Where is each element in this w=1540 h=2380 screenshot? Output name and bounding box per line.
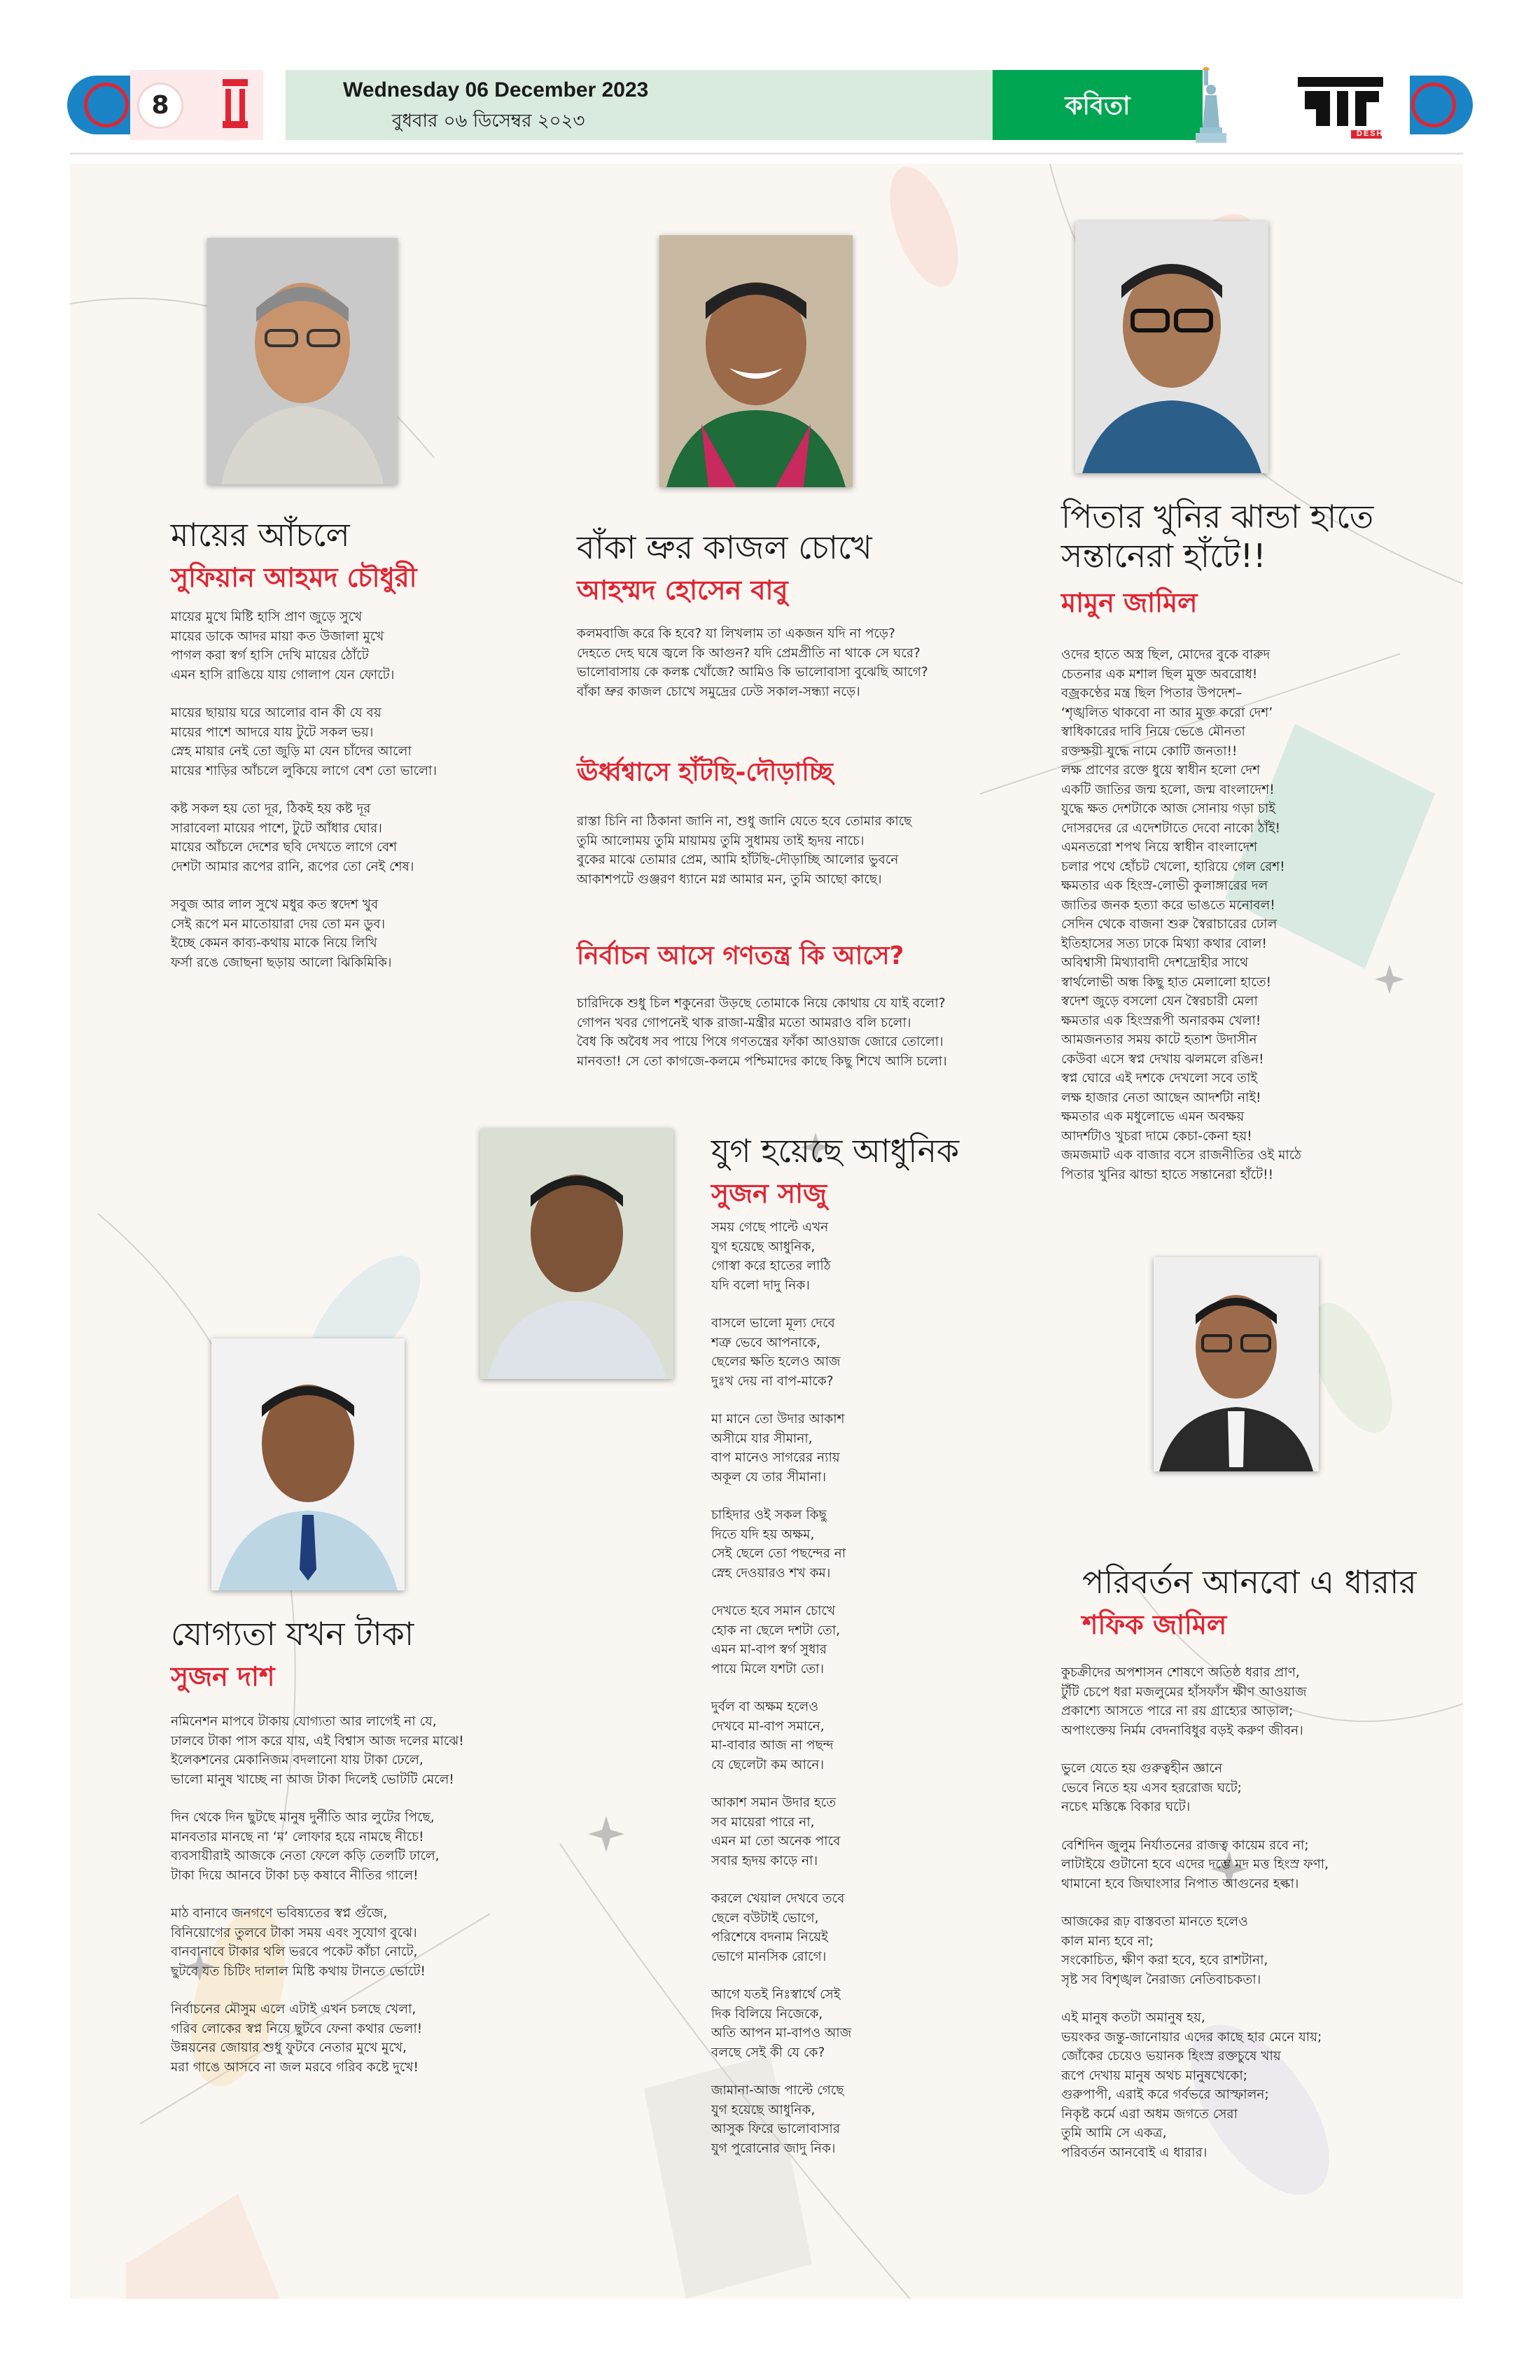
- poem-line: সেদিন থেকে বাজনা শুরু স্বৈরাচারের ঢোল: [1061, 917, 1278, 932]
- left-header-cap: [67, 76, 130, 134]
- poem-line: অবিশ্বাসী মিথ্যাবাদী দেশদ্রোহীর সাথে: [1061, 955, 1249, 970]
- stanza: [171, 2000, 647, 2077]
- poem-line: সবার হৃদয় কাড়ে না।: [711, 1853, 818, 1868]
- stanza: [171, 704, 563, 780]
- poem-line: মায়ের পাশে আদরে যায় টুটে সকল ভয়।: [171, 724, 374, 740]
- poem-title: [1061, 497, 1373, 575]
- poem-title: মায়ের আঁচলে: [171, 516, 350, 554]
- poem-line: স্বাধিকারের দাবি নিয়ে ভেঙে মৌনতা: [1061, 724, 1245, 739]
- poem-line: দুঃখ দেয় না বাপ-মাকে?: [711, 1373, 834, 1389]
- poem-author: শফিক জামিল: [1082, 1609, 1227, 1640]
- poem-author: মামুন জামিল: [1061, 587, 1198, 618]
- poem-line: সংকোচিত, ক্ষীণ করা হবে, হবে রাশটানা,: [1061, 1953, 1268, 1968]
- poem-line: উন্নয়নের জোয়ার শুধু ফুটবে নেতার মুখে মুখে,: [171, 2040, 407, 2055]
- poem-line: ক্ষমতার এক মধুলোভে এমন অবক্ষয়: [1061, 1110, 1245, 1124]
- poem-line: বুকের মাঝে তোমার প্রেম, আমি হাঁটছি-দৌড়াচ্ছি আলোর ভুবনে: [577, 853, 899, 867]
- poem-line: দোসরদের রে এদেশটাতে দেবো নাকো ঠাঁই!: [1061, 820, 1281, 836]
- stanza: [577, 812, 1053, 889]
- poem-line: কেউবা এসে স্বপ্ন দেখায় ঝলমলে রঙিন!: [1061, 1051, 1264, 1067]
- poem-line: জামানা-আজ পাল্টে গেছে: [711, 2083, 844, 2098]
- poem-line: ‘শৃঙ্খলিত থাকবো না আর মুক্ত করো দেশ’: [1061, 705, 1273, 720]
- poem-line: মায়ের ছায়ায় ঘরে আলোর বান কী যে বয়: [171, 706, 382, 720]
- poem-line: এমন মা-বাপ স্বর্গ সুধার: [711, 1642, 827, 1657]
- poem-line: জোঁকের চেয়েও ভয়ানক হিংস্র রক্তচুষে খায়: [1061, 2049, 1281, 2064]
- poem-line: বৈধ কি অবৈধ সব পায়ে পিষে গণতন্ত্রের ফাঁকা আওয়াজ জোরে তোলো।: [577, 1035, 944, 1049]
- poem-line: ছেলের ক্ষতি হলেও আজ: [711, 1354, 841, 1369]
- poem-title: নির্বাচন আসে গণতন্ত্র কি আসে?: [577, 941, 904, 970]
- poem-line: মা মানে তো উদার আকাশ: [711, 1412, 845, 1427]
- poem-line: সেই ছেলে তো পছন্দের না: [711, 1546, 846, 1561]
- poem-line: নমিনেশন মাপবে টাকায় যোগ্যতা আর লাগেই না যে,: [171, 1714, 437, 1729]
- poem-author: সুজন সাজু: [711, 1178, 827, 1209]
- stanza: [711, 1602, 1005, 1679]
- poem-line: ভেবে নিতে হয় এসব হররোজ ঘটে;: [1061, 1780, 1242, 1795]
- poem-line: সারাবেলা মায়ের পাশে, টুটে আঁধার ঘোর।: [171, 820, 382, 836]
- poem-body: [577, 624, 1053, 720]
- poem-line: আসুক ফিরে ভালোবাসার: [711, 2122, 841, 2136]
- stanza: [1061, 1912, 1453, 1989]
- poem-line: যুগ পুরোনোর জাদু নিক।: [711, 2141, 836, 2156]
- poem-body: [171, 1712, 647, 2096]
- poem-line: যুগ হয়েছে আধুনিক,: [711, 1239, 816, 1254]
- poem-line: নিকৃষ্ট কর্মে এরা অধম জগতে সেরা: [1061, 2106, 1238, 2122]
- poem-line: আগে যতই নিঃস্বার্থে সেই: [711, 1987, 841, 2002]
- poem-line: ছুটবে যত চিটিং দালাল মিষ্টি কথায় টানতে ভোটে!: [171, 1963, 426, 1979]
- poem-line: পিতার খুনির ঝান্ডা হাতে সন্তানেরা হাঁটে!!: [1061, 1167, 1274, 1182]
- poem-line: সেই রূপে মন মাতোয়ারা দেয় তো মন ডুব।: [171, 916, 386, 932]
- poem-line: তুমি আলোময় তুমি মায়াময় তুমি সুধাময় তাই হৃদয় নাচে।: [577, 833, 864, 848]
- poem-line: ফর্সা রঙে জোছনা ছড়ায় আলো ঝিকিমিকি।: [171, 955, 392, 970]
- poem-line: পরিশেষে বদনাম নিয়েই: [711, 1930, 828, 1945]
- poem-line: মানবতার মানছে না ‘ম’ লোফার হয়ে নামছে নীচে!: [171, 1829, 424, 1844]
- poem-body: [577, 994, 1053, 1090]
- poem-line: ভুলে যেতে হয় গুরুত্বহীন জ্ঞানে: [1061, 1761, 1222, 1776]
- poem-line: আকাশ সমান উদার হতে: [711, 1795, 836, 1810]
- poem-line: বাপ মানেও সাগরের ন্যায়: [711, 1450, 840, 1465]
- poem-line: নচেৎ মস্তিষ্কে বিকার ঘটে।: [1061, 1800, 1191, 1814]
- poem-line: জাতির জনক হত্যা করে ভাঙতে মনোবল!: [1061, 897, 1275, 913]
- poem-title-line: সন্তানেরা হাঁটে!!: [1061, 537, 1266, 575]
- poem-line: আজকের রূঢ় বাস্তবতা মানতে হলেও: [1061, 1914, 1248, 1929]
- poem-line: দিন থেকে দিন ছুটছে মানুষ দুর্নীতি আর লুটের পিছে,: [171, 1810, 435, 1825]
- poem-line: ভালো মানুষ খাচ্ছে না আজ টাকা দিলেই ভোটটি মেলে!: [171, 1772, 454, 1787]
- poem-line: চারিদিকে শুধু চিল শকুনেরা উড়ছে তোমাকে নিয়ে কোথায় যে যাই বলো?: [577, 996, 946, 1011]
- poem-line: ভোগে মানসিক রোগে।: [711, 1949, 827, 1964]
- stanza: [577, 994, 1053, 1071]
- poem-line: স্নেহ দেওয়ারও শখ কম।: [711, 1565, 831, 1581]
- poem-line: বাসলে ভালো মূল্য দেবে: [711, 1316, 835, 1331]
- poem-line: পরিবর্তন আনবোই এ ধারার।: [1061, 2145, 1208, 2160]
- stanza: [711, 1985, 1005, 2062]
- date-english: Wednesday 06 December 2023: [343, 78, 649, 102]
- poem-line: লক্ষ প্রাণের রক্তে ধুয়ে স্বাধীন হলো দেশ: [1061, 763, 1261, 778]
- stanza: [711, 1410, 1005, 1487]
- poem-line: স্বার্থলোভী অন্ধ কিছু হাত মেলালো হাতে!: [1061, 974, 1272, 990]
- poem-line: স্নেহ মায়ার নেই তো জুড়ি মা যেন চাঁদের আলো: [171, 744, 412, 759]
- newspaper-mark-icon: [223, 79, 248, 128]
- poem-line: বজ্রকণ্ঠের মন্ত্র ছিল পিতার উপদেশ–: [1061, 686, 1242, 701]
- poem-line: প্রকাশ্যে আসতে পারে না রয় গ্রাহ্যের আড়াল;: [1061, 1704, 1294, 1718]
- poem-line: পাগল করা স্বর্গ হাসি দেখি মায়ের ঠোঁটে: [171, 648, 369, 663]
- portrait-icon: [207, 238, 398, 484]
- poem-line: যদি বলো দাদু নিক।: [711, 1278, 810, 1293]
- poem-line: এমন মা তো অনেক পাবে: [711, 1834, 841, 1849]
- poem-body: [711, 1218, 1005, 2177]
- poem-line: বেশিদিন জুলুম নির্যাতনের রাজত্ব কায়েম রবে না;: [1061, 1837, 1309, 1853]
- poem-body: [577, 812, 1053, 908]
- poem-line: মায়ের ডাকে আদর মায়া কত উজালা মুখে: [171, 629, 384, 644]
- poem-line: স্বদেশ জুড়ে বসলো যেন স্বৈরচারী মেলা: [1061, 994, 1258, 1009]
- poem-line: দিতে যদি হয় অক্ষম,: [711, 1527, 815, 1542]
- poem-line: এমনতরো শপথ নিয়ে স্বাধীন বাংলাদেশ: [1061, 840, 1258, 855]
- stanza: [171, 1712, 647, 1789]
- poem-line: মা-বাবার আজ না পছন্দ: [711, 1738, 834, 1753]
- poem-line: দেখতে হবে সমান চোখে: [711, 1604, 836, 1618]
- poem-line: মায়ের শাড়ির আঁচলে লুকিয়ে লাগে বেশ তো ভালো।: [171, 763, 437, 778]
- poem-line: আদর্শটাও খুচরা দামে কেচা-কেনা হয়!: [1061, 1128, 1252, 1144]
- poem-author: সুফিয়ান আহমদ চৌধুরী: [171, 562, 417, 593]
- stanza: [171, 1808, 647, 1885]
- poem-line: কুচক্রীদের অপশাসন শোষণে অতিষ্ঠ ধরার প্রাণ,: [1061, 1665, 1300, 1680]
- poem-line: ঢালবে টাকা পাস করে যায়, এই বিশ্বাস আজ দলের মাঝে!: [171, 1733, 464, 1749]
- statue-of-liberty-icon: [1190, 67, 1232, 143]
- poem-line: বলছে সেই কী যে কে?: [711, 2045, 825, 2060]
- poem-line: মায়ের মুখে মিষ্টি হাসি প্রাণ জুড়ে সুখে: [171, 610, 363, 624]
- poem-line: হোক না ছেলে দশটা তো,: [711, 1623, 841, 1638]
- portrait-icon: [1075, 221, 1268, 473]
- stanza: [711, 1698, 1005, 1774]
- poem-line: যে ছেলেটা কম আনে।: [711, 1757, 825, 1772]
- author-photo-sujan-saju: [480, 1128, 673, 1379]
- poem-line: দেখবে মা-বাপ সমানে,: [711, 1718, 825, 1734]
- stanza: [1061, 2008, 1453, 2162]
- poem-line: নির্বাচনের মৌসুম এলে এটাই এখন চলছে খেলা,: [171, 2002, 416, 2017]
- poem-line: দুর্বল বা অক্ষম হলেও: [711, 1700, 818, 1714]
- poem-title: ঊর্ধ্বশ্বাসে হাঁটছি-দৌড়াচ্ছি: [577, 758, 833, 787]
- poem-line: ক্ষমতার এক হিংস্ররূপী অনারকম খেলা!: [1061, 1013, 1261, 1028]
- stanza: [711, 2081, 1005, 2158]
- author-photo-shafiq: [1154, 1257, 1319, 1471]
- poem-line: সবুজ আর লাল সুখে মধুর কত স্বদেশ খুব: [171, 897, 379, 912]
- poem-line: রূপে দেখায় মানুষ অথচ মানুষখেকো;: [1061, 2068, 1247, 2083]
- poem-line: শত্রু ভেবে আপনাকে,: [711, 1335, 820, 1350]
- poem-line: সৃষ্ট সব বিশৃঙ্খল নৈরাজ্য নেতিবাচকতা।: [1061, 1972, 1261, 1987]
- poem-line: কাল মান্য হবে না;: [1061, 1933, 1154, 1949]
- right-header-cap: [1410, 76, 1473, 134]
- poem-line: অকূল যে তার সীমানা।: [711, 1469, 827, 1485]
- stanza: [171, 1904, 647, 1981]
- poem-line: মরা গাঙে আসবে না জল মরবে গরিব কষ্টে দুখে!: [171, 2059, 419, 2075]
- poem-line: একটি জাতির জন্ম হলো, জন্ম বাংলাদেশ!: [1061, 782, 1275, 797]
- poem-line: গুরুপাপী, এরাই করে গর্বভরে আস্ফালন;: [1061, 2087, 1269, 2102]
- poem-line: আকাশপটে গুঞ্জরণ ধ্যানে মগ্ন আমার মন, তুমি আছো কাছে।: [577, 872, 882, 887]
- stanza: [711, 1793, 1005, 1870]
- poem-line: গোপন খবর গোপনেই থাক রাজা-মন্ত্রীর মতো আমরাও বলি চলো।: [577, 1015, 911, 1030]
- poem-line: করলে খেয়াল দেখবে তবে: [711, 1891, 845, 1906]
- poem-line: ব্যবসায়ীরাই আজকে নেতা ফেলে কড়ি তেলটি ঢালে,: [171, 1849, 440, 1863]
- poem-body: [1061, 1663, 1453, 2181]
- poem-body: [171, 608, 563, 991]
- poem-line: টুঁটি চেপে ধরা মজলুমের হাঁসফাঁস ক্ষীণ আওয়াজ: [1061, 1684, 1307, 1700]
- poem-line: কষ্ট সকল হয় তো দূর, ঠিকই হয় কষ্ট দূর: [171, 802, 371, 816]
- poem-line: চেতনার এক মশাল ছিল মুক্ত অবরোধ!: [1061, 666, 1258, 682]
- poem-line: কলমবাজি করে কি হবে? যা লিখলাম তা একজন যদি না পড়ে?: [577, 626, 895, 641]
- author-photo-babu: [659, 235, 853, 487]
- desh-logo: [1288, 70, 1393, 140]
- portrait-icon: [659, 235, 853, 487]
- stanza: [1061, 1836, 1453, 1894]
- poem-title-line: পিতার খুনির ঝান্ডা হাতে: [1061, 498, 1374, 536]
- poem-line: চলার পথে হোঁচট খেলো, হারিয়ে গেল রেশ!: [1061, 859, 1285, 874]
- poem-line: টাকা দিয়ে আনবে টাকা চড় কষাবে নীতির গালে!: [171, 1868, 419, 1883]
- author-photo-sufiyan: [207, 238, 398, 484]
- poem-line: ইতিহাসের সত্য ঢাকে মিথ্যা কথার বোল!: [1061, 936, 1267, 951]
- desh-logo-sub: DESH: [1357, 130, 1384, 138]
- stanza: [171, 895, 563, 972]
- poem-author: সুজন দাশ: [171, 1661, 275, 1692]
- poem-author: আহম্মদ হোসেন বাবু: [577, 575, 788, 606]
- poem-line: ইচ্ছে কেমন কাব্য-কথায় মাকে নিয়ে লিখি: [171, 936, 377, 951]
- poem-line: লাটাইয়ে গুটানো হবে এদের দম্ভে মদ মত্ত হিংস্র ফণা,: [1061, 1857, 1329, 1872]
- poem-title: যোগ্যতা যখন টাকা: [171, 1615, 414, 1653]
- poem-line: পায়ে মিলে যশটা তো।: [711, 1661, 825, 1676]
- poem-line: ওদের হাতে অস্ত্র ছিল, মোদের বুকে বারুদ: [1061, 648, 1270, 662]
- poem-line: লক্ষ হাজার নেতা আছেন আদর্শটা নাই!: [1061, 1090, 1261, 1105]
- poem-line: ইলেকশনের মেকানিজম বদলানো যায় টাকা ঢেলে,: [171, 1753, 424, 1768]
- stanza: [171, 608, 563, 685]
- stanza: [711, 1889, 1005, 1966]
- poem-line: থামানো হবে জিঘাংসার নিপাত আগুনের হল্কা।: [1061, 1876, 1299, 1891]
- author-photo-sujan-dash: [211, 1338, 405, 1590]
- poem-title: যুগ হয়েছে আধুনিক: [711, 1132, 960, 1170]
- poem-line: গোস্বা করে হাতের লাঠি: [711, 1259, 831, 1273]
- poem-line: জমজমাট এক বাজার বসে রাজনীতির ওই মাঠে: [1061, 1148, 1302, 1163]
- poem-line: গরিব লোকের স্বপ্ন নিয়ে ছুটবে ফেনা কথার ভেলা!: [171, 2021, 423, 2036]
- section-title: কবিতা: [1065, 92, 1130, 120]
- poem-line: বিনিয়োগের তুলবে টাকা সময় এবং সুযোগ বুঝে।: [171, 1925, 417, 1940]
- poem-line: তুমি আমি সে একত্র,: [1061, 2126, 1167, 2141]
- stanza: [711, 1314, 1005, 1391]
- date-bangla: বুধবার ০৬ ডিসেম্বর ২০২৩: [392, 111, 585, 132]
- poem-line: ভয়ংকর জন্তু-জানোয়ার এদের কাছে হার মেনে যায়;: [1061, 2029, 1322, 2045]
- poem-line: আমজনতার সময় কাটে হতাশ উদাসীন: [1061, 1032, 1257, 1047]
- poem-line: মাঠ বানাবে জনগণে ভবিষ্যতের স্বপ্ন গুঁজে,: [171, 1906, 388, 1921]
- poem-line: দেহতে দেহ ঘষে জ্বলে কি আগুন? যদি প্রেমপ্রীতি না থাকে সে ঘরে?: [577, 645, 920, 661]
- poem-body: [1061, 645, 1397, 1203]
- poem-line: যুগ হয়েছে আধুনিক,: [711, 2102, 816, 2118]
- page-header: [0, 0, 1540, 161]
- poem-line: ছেলে বউটাই ভোগে,: [711, 1910, 819, 1926]
- stanza: [577, 624, 1053, 701]
- poem-line: ক্ষমতার এক হিংস্র-লোভী কুলাঙ্গারের দল: [1061, 878, 1268, 893]
- stanza: [1061, 645, 1397, 1184]
- page-number: 8: [137, 83, 183, 129]
- poem-line: অতি আপন মা-বাপও আজ: [711, 2026, 852, 2040]
- poem-line: যুদ্ধে ক্ষত দেশটাকে আজ সোনায় গড়া চাই: [1061, 802, 1275, 816]
- poem-line: অসীমে যার সীমানা,: [711, 1431, 813, 1446]
- poem-line: এমন হাসি রাঙিয়ে যায় গোলাপ যেন ফোটে।: [171, 667, 395, 682]
- poem-line: দিক বিলিয়ে নিজেকে,: [711, 2006, 823, 2022]
- portrait-icon: [211, 1338, 405, 1590]
- poem-line: অপাংক্তেয় নির্মম বেদনাবিধুর বড়ই করুণ জীবন।: [1061, 1723, 1303, 1738]
- stanza: [1061, 1759, 1453, 1817]
- poem-line: ভালোবাসায় কে কলঙ্ক খোঁজে? আমিও কি ভালোবাসা বুঝেছি আগে?: [577, 665, 928, 680]
- poem-line: রক্তক্ষয়ী যুদ্ধে নামে কোটি জনতা!!: [1061, 743, 1238, 759]
- poem-line: চাহিদার ওই সকল কিছু: [711, 1508, 827, 1522]
- poem-line: এই মানুষ কতটা অমানুষ হয়,: [1061, 2010, 1205, 2025]
- poem-line: রাস্তা চিনি না ঠিকানা জানি না, শুধু জানি যেতে হবে তোমার কাছে: [577, 814, 912, 829]
- poem-line: সময় গেছে পাল্টে এখন: [711, 1220, 829, 1235]
- poem-title: পরিবর্তন আনবো এ ধারার: [1082, 1563, 1417, 1601]
- portrait-icon: [1154, 1257, 1319, 1471]
- stanza: [711, 1218, 1005, 1295]
- poem-line: দেশটা আমার রূপের রানি, রূপের তো নেই শেষ।: [171, 859, 414, 874]
- author-photo-mamun: [1075, 221, 1268, 473]
- poem-line: স্বপ্ন ঘোরে এই দশকে দেখলো সবে তাই: [1061, 1071, 1258, 1086]
- poem-line: মানবতা! সে তো কাগজে-কলমে পশ্চিমাদের কাছে কিছু শিখে আসি চলো।: [577, 1054, 947, 1069]
- poem-line: মায়ের আঁচলে দেশের ছবি দেখতে লাগে বেশ: [171, 840, 397, 855]
- header-rule: [70, 153, 1463, 155]
- poem-title: বাঁকা ভ্রুর কাজল চোখে: [577, 528, 872, 566]
- poem-line: বানবানাবে টাকার থলি ভরবে পকেট কাঁচা নোটে,: [171, 1945, 418, 1959]
- poem-line: বাঁকা ভ্রুর কাজল চোখে সমুদ্রের ঢেউ সকাল-সন্ধ্যা নড়ে।: [577, 684, 860, 699]
- poem-line: সব মায়েরা পারে না,: [711, 1814, 815, 1830]
- portrait-icon: [480, 1128, 673, 1379]
- stanza: [711, 1506, 1005, 1583]
- stanza: [171, 799, 563, 876]
- stanza: [1061, 1663, 1453, 1740]
